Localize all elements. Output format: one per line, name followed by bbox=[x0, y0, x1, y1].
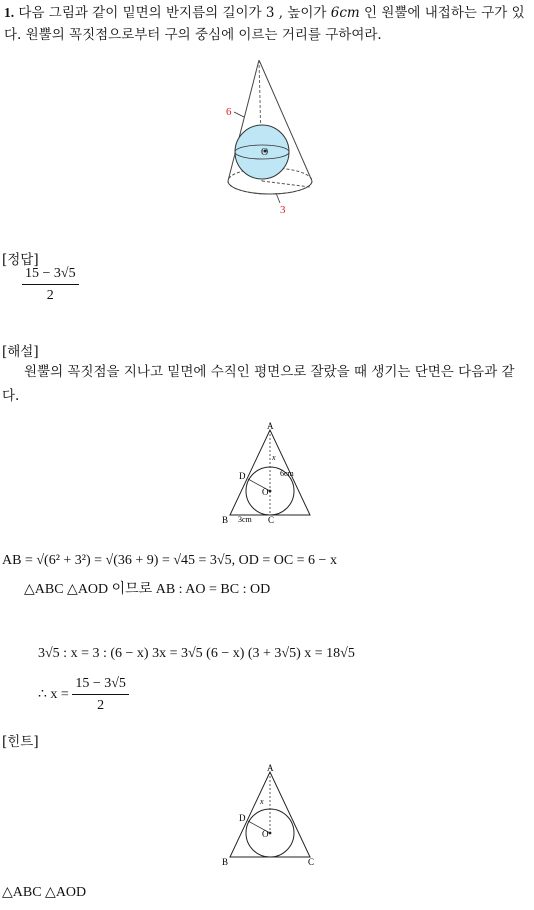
equation-result bbox=[38, 676, 129, 714]
label-x: x bbox=[272, 453, 276, 462]
label-d: D bbox=[239, 471, 246, 481]
label-height-6: 6 bbox=[226, 106, 232, 118]
problem-text-a: 다음 그림과 같이 밑면의 반지름의 길이가 3 , 높이가 bbox=[18, 5, 331, 21]
hint-label-a: A bbox=[267, 763, 274, 773]
equation-proportion: 3√5 : x = 3 : (6 − x) 3x = 3√5 (6 − x) (3 + 3√5) x = 18√5 bbox=[38, 646, 355, 661]
cone-base-front bbox=[228, 181, 312, 194]
equation-ab-length: AB = √(6² + 3²) = √(36 + 9) = √45 = 3√5, OD = OC = 6 − x bbox=[2, 553, 337, 568]
cone-sphere-figure bbox=[210, 55, 320, 220]
explanation-heading: [해설] bbox=[2, 344, 39, 360]
explanation-text: 원뿔의 꼭짓점을 지나고 밑면에 수직인 평면으로 잘랐을 때 생기는 단면은 다음과 같다. bbox=[2, 364, 515, 404]
answer-numerator: 15 − 3√5 bbox=[22, 266, 79, 285]
label-6cm: 6cm bbox=[280, 469, 294, 478]
label-radius-3: 3 bbox=[280, 204, 286, 216]
base-radius-line bbox=[262, 181, 310, 187]
result-numerator: 15 − 3√5 bbox=[72, 676, 129, 695]
hint-label-c: C bbox=[308, 857, 315, 867]
label-center-o: O bbox=[261, 147, 269, 158]
hint-point-o bbox=[269, 832, 272, 835]
result-fraction bbox=[72, 676, 129, 714]
problem-number: 1. bbox=[4, 5, 15, 20]
point-o bbox=[269, 490, 272, 493]
hint-heading: [힌트] bbox=[2, 734, 39, 750]
radius-pointer bbox=[276, 193, 280, 203]
label-c: C bbox=[268, 515, 275, 525]
problem-statement bbox=[4, 2, 532, 46]
equation-similarity: △ABC △AOD 이므로 AB : AO = BC : OD bbox=[24, 582, 271, 597]
answer-denominator: 2 bbox=[46, 288, 54, 303]
problem-text-b: 인 원뿔에 내접하는 구가 있다. 원뿔의 꼭짓점으로부터 구의 중심에 이르는 거리를 구하여라. bbox=[4, 5, 525, 43]
answer-fraction bbox=[22, 266, 79, 304]
hint-label-o: O bbox=[262, 829, 269, 839]
answer-heading: [정답] bbox=[2, 252, 39, 268]
label-b: B bbox=[222, 515, 229, 525]
hint-label-b: B bbox=[222, 857, 229, 867]
label-3cm: 3cm bbox=[238, 515, 252, 524]
hint-label-d: D bbox=[239, 813, 246, 823]
height-pointer bbox=[234, 112, 244, 117]
hint-figure bbox=[218, 762, 318, 870]
problem-height-value: 6cm bbox=[330, 5, 360, 21]
label-o: O bbox=[262, 487, 269, 497]
hint-text: △ABC △AOD bbox=[2, 885, 87, 900]
label-a: A bbox=[267, 421, 274, 431]
hint-label-x: x bbox=[260, 797, 264, 806]
cross-section-figure bbox=[218, 420, 318, 528]
result-prefix: ∴ x = bbox=[38, 687, 69, 703]
result-denominator: 2 bbox=[97, 698, 105, 713]
